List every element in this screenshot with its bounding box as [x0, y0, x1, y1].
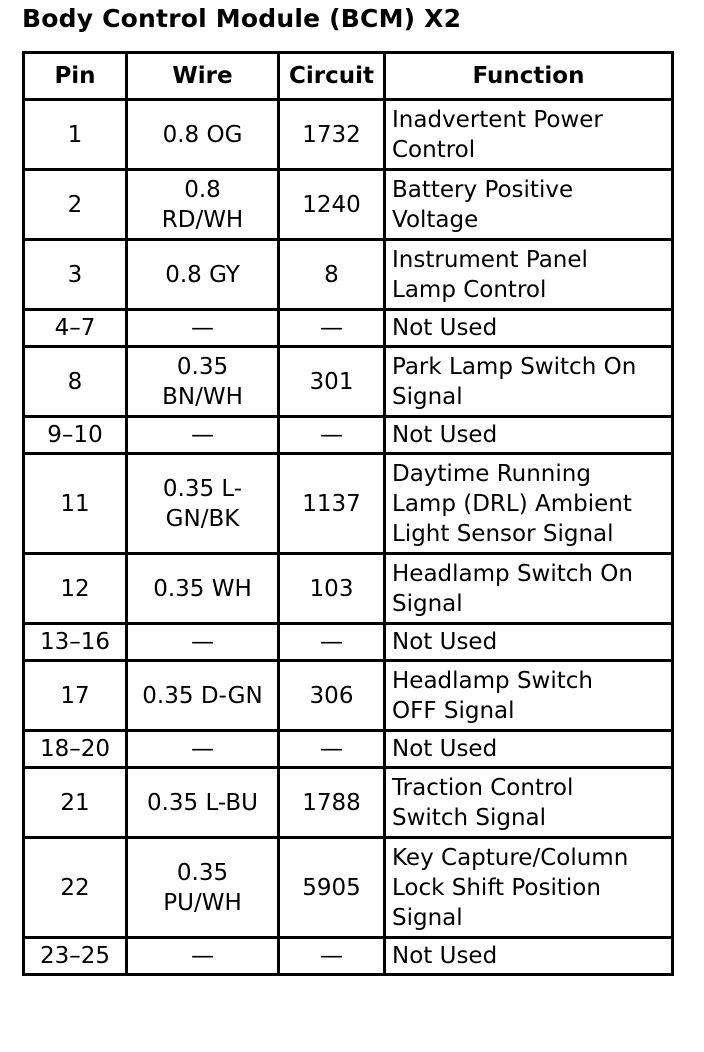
cell-wire-line: GN/BK [165, 505, 240, 532]
cell-circuit: — [279, 624, 385, 661]
cell-wire-line: 0.8 [184, 176, 221, 203]
cell-wire [127, 347, 279, 417]
cell-function-line: Switch Signal [392, 804, 547, 831]
table-row [24, 454, 673, 554]
cell-circuit: 306 [279, 661, 385, 731]
cell-pin: 8 [24, 347, 127, 417]
connector-pinout-table [22, 51, 674, 976]
cell-pin: 17 [24, 661, 127, 731]
cell-wire-line: 0.8 GY [165, 261, 240, 288]
cell-function [385, 661, 673, 731]
cell-circuit: 5905 [279, 838, 385, 938]
header-wire: Wire [127, 53, 279, 100]
cell-function [385, 100, 673, 170]
cell-function [385, 838, 673, 938]
table-row [24, 554, 673, 624]
cell-pin: 23–25 [24, 938, 127, 975]
cell-function-line: Not Used [392, 315, 498, 341]
cell-wire-line: 0.8 OG [162, 121, 243, 148]
cell-wire [127, 100, 279, 170]
table-row [24, 310, 673, 347]
table-row [24, 100, 673, 170]
cell-function-line: Lamp (DRL) Ambient [392, 490, 632, 517]
cell-wire-line: 0.35 [176, 353, 229, 380]
cell-wire [127, 240, 279, 310]
cell-wire [127, 624, 279, 661]
cell-pin: 11 [24, 454, 127, 554]
cell-circuit: 1137 [279, 454, 385, 554]
cell-pin: 9–10 [24, 417, 127, 454]
cell-function-line: Light Sensor Signal [392, 520, 614, 547]
header-function: Function [385, 53, 673, 100]
page-title: Body Control Module (BCM) X2 [22, 4, 462, 33]
cell-wire [127, 554, 279, 624]
cell-function-line: Instrument Panel [392, 246, 588, 273]
cell-pin: 13–16 [24, 624, 127, 661]
cell-wire-line: 0.35 L- [162, 475, 243, 502]
table-body [24, 100, 673, 975]
cell-circuit: 1788 [279, 768, 385, 838]
table-row [24, 661, 673, 731]
cell-function-line: Inadvertent Power [392, 106, 603, 133]
cell-wire [127, 661, 279, 731]
table-row [24, 240, 673, 310]
cell-function-line: Lamp Control [392, 276, 547, 303]
cell-function-line: Key Capture/Column [392, 844, 629, 871]
cell-wire [127, 938, 279, 975]
cell-wire [127, 417, 279, 454]
cell-pin: 22 [24, 838, 127, 938]
cell-function-line: Control [392, 136, 476, 163]
cell-function-line: Voltage [392, 206, 479, 233]
cell-function-line: Headlamp Switch On [392, 560, 633, 587]
cell-wire-line: — [191, 629, 214, 655]
cell-wire-line: 0.35 WH [153, 575, 252, 602]
cell-circuit: 1732 [279, 100, 385, 170]
cell-function [385, 310, 673, 347]
table-row [24, 768, 673, 838]
cell-function [385, 554, 673, 624]
cell-function-line: Lock Shift Position [392, 874, 601, 901]
cell-wire-line: — [191, 315, 214, 341]
cell-wire [127, 731, 279, 768]
cell-function [385, 417, 673, 454]
cell-function [385, 731, 673, 768]
cell-pin: 1 [24, 100, 127, 170]
cell-pin: 2 [24, 170, 127, 240]
cell-wire-line: — [191, 943, 214, 969]
cell-pin: 21 [24, 768, 127, 838]
cell-function-line: Signal [392, 590, 463, 617]
cell-function-line: OFF Signal [392, 697, 515, 724]
cell-wire-line: PU/WH [163, 889, 242, 916]
cell-function [385, 170, 673, 240]
cell-wire [127, 768, 279, 838]
cell-function [385, 938, 673, 975]
cell-wire-line: 0.35 L-BU [146, 789, 259, 816]
cell-circuit: — [279, 731, 385, 768]
cell-function-line: Not Used [392, 422, 498, 448]
cell-wire [127, 838, 279, 938]
table-header-row [24, 53, 673, 100]
cell-function-line: Not Used [392, 736, 498, 762]
cell-function-line: Signal [392, 383, 463, 410]
cell-wire [127, 454, 279, 554]
cell-pin: 18–20 [24, 731, 127, 768]
cell-wire-line: 0.35 D-GN [142, 682, 263, 709]
cell-circuit: — [279, 417, 385, 454]
cell-function-line: Daytime Running [392, 460, 591, 487]
cell-function [385, 347, 673, 417]
table-row [24, 170, 673, 240]
cell-wire-line: — [191, 736, 214, 762]
table-row [24, 838, 673, 938]
cell-pin: 4–7 [24, 310, 127, 347]
cell-function-line: Not Used [392, 629, 498, 655]
cell-function-line: Traction Control [392, 774, 574, 801]
cell-function-line: Park Lamp Switch On [392, 353, 637, 380]
table-row [24, 938, 673, 975]
cell-wire-line: — [191, 422, 214, 448]
cell-wire-line: BN/WH [162, 383, 243, 410]
cell-wire-line: RD/WH [161, 206, 244, 233]
cell-circuit: 8 [279, 240, 385, 310]
cell-function [385, 454, 673, 554]
table-row [24, 417, 673, 454]
table-row [24, 347, 673, 417]
cell-circuit: 1240 [279, 170, 385, 240]
cell-wire [127, 310, 279, 347]
cell-pin: 3 [24, 240, 127, 310]
cell-function-line: Not Used [392, 943, 498, 969]
cell-circuit: — [279, 310, 385, 347]
cell-function [385, 624, 673, 661]
cell-wire [127, 170, 279, 240]
cell-circuit: 301 [279, 347, 385, 417]
cell-function-line: Headlamp Switch [392, 667, 593, 694]
cell-function [385, 768, 673, 838]
cell-pin: 12 [24, 554, 127, 624]
cell-wire-line: 0.35 [176, 859, 229, 886]
cell-function-line: Signal [392, 904, 463, 931]
header-pin: Pin [24, 53, 127, 100]
cell-function-line: Battery Positive [392, 176, 574, 203]
table-row [24, 731, 673, 768]
header-circuit: Circuit [279, 53, 385, 100]
cell-function [385, 240, 673, 310]
cell-circuit: 103 [279, 554, 385, 624]
cell-circuit: — [279, 938, 385, 975]
table-row [24, 624, 673, 661]
